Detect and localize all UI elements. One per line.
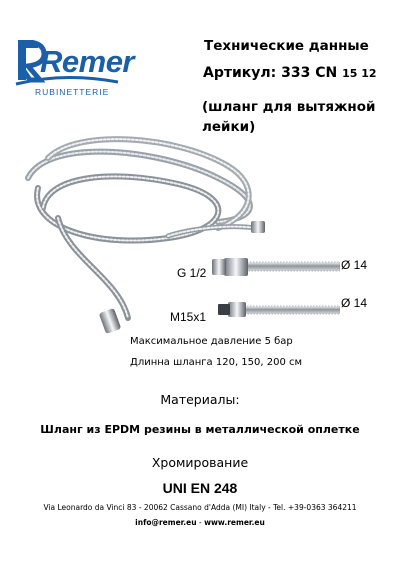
- hose-fittings-image: [210, 240, 340, 325]
- product-description: (шланг для вытяжной лейки): [202, 99, 376, 135]
- diameter-label-bottom: Ø 14: [341, 296, 368, 310]
- article-line: [203, 65, 377, 81]
- article-code: 333 CN: [281, 65, 338, 81]
- brand-wordmark: Remer: [40, 44, 134, 79]
- email-link[interactable]: info@remer.eu: [135, 518, 197, 527]
- brand-subtitle: RUBINETTERIE: [35, 87, 110, 97]
- fittings-photo: [210, 240, 340, 330]
- company-address: Via Leonardo da Vinci 83 - 20062 Cassano d'Adda (MI) Italy - Tel. +39-0363 364211: [43, 503, 357, 512]
- hose-length-spec: Длинна шланга 120, 150, 200 см: [130, 357, 303, 368]
- standard-text: UNI EN 248: [162, 480, 238, 496]
- contact-line: [0, 518, 400, 527]
- finish-text: Хромирование: [151, 455, 249, 470]
- hose-material-text: Шланг из EPDM резины в металлической оплетке: [40, 423, 360, 436]
- article-size: 15 12: [342, 67, 377, 80]
- document-title: Технические данные: [204, 38, 369, 54]
- website-link[interactable]: www.remer.eu: [204, 518, 265, 527]
- connection-m15-label: M15x1: [170, 310, 207, 324]
- diameter-label-top: Ø 14: [341, 258, 368, 272]
- materials-heading: Материалы:: [160, 392, 240, 407]
- brand-logo: [14, 40, 134, 100]
- article-label: Артикул:: [203, 65, 277, 81]
- max-pressure-spec: Максимальное давление 5 бар: [130, 336, 293, 347]
- contact-separator: -: [198, 518, 202, 527]
- connection-g12-label: G 1/2: [177, 266, 207, 280]
